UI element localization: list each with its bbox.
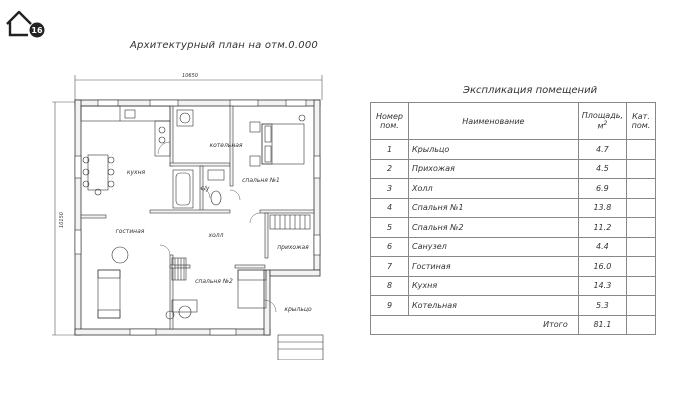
plan-title: Архитектурный план на отм.0.000 xyxy=(130,40,318,51)
row-area: 11.2 xyxy=(578,218,626,238)
total-row xyxy=(371,315,656,335)
table-row xyxy=(371,179,656,199)
row-number: 2 xyxy=(371,159,409,179)
row-number: 7 xyxy=(371,257,409,277)
row-category xyxy=(627,296,656,316)
row-category xyxy=(627,276,656,296)
row-number: 6 xyxy=(371,237,409,257)
row-name: Холл xyxy=(409,179,579,199)
total-category xyxy=(627,315,656,335)
row-number: 5 xyxy=(371,218,409,238)
row-name: Спальня №1 xyxy=(409,198,579,218)
row-category xyxy=(627,257,656,277)
dim-height: 10150 xyxy=(59,212,65,228)
header-category: Кат. пом. xyxy=(627,103,656,140)
row-category xyxy=(627,140,656,160)
explication-title: Экспликация помещений xyxy=(463,85,598,96)
table-row xyxy=(371,140,656,160)
label-bathroom: с/у xyxy=(200,185,210,192)
label-hall: холл xyxy=(208,232,224,239)
row-number: 4 xyxy=(371,198,409,218)
row-area: 4.7 xyxy=(578,140,626,160)
header-area-text: Площадь, м xyxy=(581,111,623,131)
house-logo-icon xyxy=(4,8,46,38)
label-entry: прихожая xyxy=(277,244,309,251)
row-name: Кухня xyxy=(409,276,579,296)
label-bedroom-1: спальня №1 xyxy=(242,177,280,184)
label-kitchen: кухня xyxy=(126,169,146,176)
label-bedroom-2: спальня №2 xyxy=(195,278,233,285)
header-area-superscript: 2 xyxy=(603,120,608,128)
row-number: 1 xyxy=(371,140,409,160)
row-number: 9 xyxy=(371,296,409,316)
table-row xyxy=(371,218,656,238)
row-area: 4.4 xyxy=(578,237,626,257)
table-row xyxy=(371,159,656,179)
row-area: 13.8 xyxy=(578,198,626,218)
total-label: Итого xyxy=(371,315,579,335)
explication-table xyxy=(370,102,656,335)
table-row xyxy=(371,276,656,296)
row-area: 14.3 xyxy=(578,276,626,296)
row-number: 8 xyxy=(371,276,409,296)
row-category xyxy=(627,179,656,199)
header-name: Наименование xyxy=(409,103,579,140)
logo-badge: 16 xyxy=(31,26,43,35)
row-area: 6.9 xyxy=(578,179,626,199)
label-living-room: гостиная xyxy=(115,228,145,235)
row-name: Котельная xyxy=(409,296,579,316)
dim-width: 10650 xyxy=(182,73,198,79)
table-row xyxy=(371,198,656,218)
row-area: 5.3 xyxy=(578,296,626,316)
row-name: Гостиная xyxy=(409,257,579,277)
row-category xyxy=(627,159,656,179)
row-area: 4.5 xyxy=(578,159,626,179)
row-name: Крыльцо xyxy=(409,140,579,160)
label-porch: крыльцо xyxy=(284,306,312,313)
row-category xyxy=(627,218,656,238)
header-area xyxy=(578,103,626,140)
header-number: Номер пом. xyxy=(371,103,409,140)
floor-plan xyxy=(50,60,350,360)
label-boiler-room: котельная xyxy=(209,142,243,149)
row-name: Спальня №2 xyxy=(409,218,579,238)
row-name: Прихожая xyxy=(409,159,579,179)
row-category xyxy=(627,198,656,218)
table-row xyxy=(371,257,656,277)
row-number: 3 xyxy=(371,179,409,199)
table-row xyxy=(371,296,656,316)
row-category xyxy=(627,237,656,257)
row-area: 16.0 xyxy=(578,257,626,277)
total-value: 81.1 xyxy=(578,315,626,335)
row-name: Санузел xyxy=(409,237,579,257)
table-row xyxy=(371,237,656,257)
